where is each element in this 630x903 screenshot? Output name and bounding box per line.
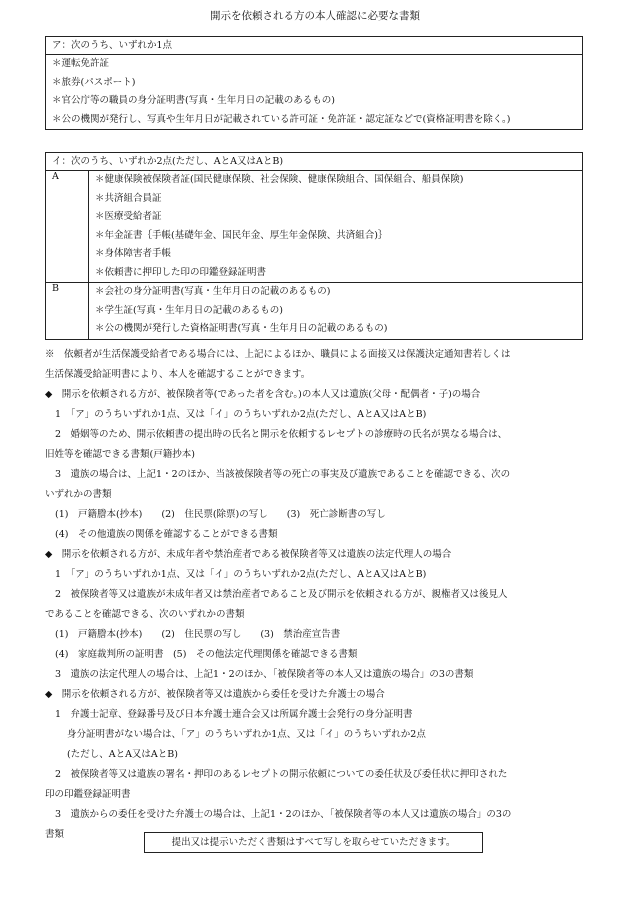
list-item: ＊医療受給者証 xyxy=(95,211,162,222)
list-item: ＊公の機関が発行した資格証明書(写真・生年月日の記載のあるもの) xyxy=(95,323,388,334)
rep-docs-row2: (4) 家庭裁判所の証明書 (5) その他法定代理関係を確認できる書類 xyxy=(55,649,358,660)
self-docs-row1: (1) 戸籍謄本(抄本) (2) 住民票(除票)の写し (3) 死亡診断書の写し xyxy=(55,509,386,520)
identity-docs-table-b xyxy=(45,152,583,340)
self-item-3: 3 遺族の場合は、上記1・2のほか、当該被保険者等の死亡の事実及び遺族であることを確認できる、次の xyxy=(55,469,511,480)
rep-item-2-cont: であることを確認できる、次のいずれかの書類 xyxy=(45,609,245,620)
section-heading-self-or-family: ◆ 開示を依頼される方が、被保険者等(であった者を含む。)の本人又は遺族(父母・配偶者・子)の場合 xyxy=(45,389,481,400)
group-a-label: A xyxy=(46,171,89,283)
rep-item-1: 1 「ア」のうちいずれか1点、又は「イ」のうちいずれか2点(ただし、AとA又はAとB) xyxy=(55,569,427,580)
list-item: ＊健康保険被保険者証(国民健康保険、社会保険、健康保険組合、国保組合、船員保険) xyxy=(95,174,464,185)
list-item: ＊共済組合員証 xyxy=(95,192,162,204)
list-item: ＊身体障害者手帳 xyxy=(95,248,172,259)
group-b-label: B xyxy=(46,283,89,340)
lawyer-item-1-cont2: (ただし、AとA又はAとB) xyxy=(67,749,178,760)
table-a-items xyxy=(46,55,583,130)
rep-item-2: 2 被保険者等又は遺族が未成年者又は禁治産者であること及び開示を依頼される方が、親権者又は後見人 xyxy=(55,589,508,600)
self-item-3-cont: いずれかの書類 xyxy=(45,489,112,500)
identity-docs-table-a xyxy=(45,36,583,130)
group-b-items xyxy=(89,283,583,340)
lawyer-item-1-cont1: 身分証明書がない場合は、「ア」のうちいずれか1点、又は「イ」のうちいずれか2点 xyxy=(67,729,426,740)
lawyer-item-3-cont: 書類 xyxy=(45,829,65,840)
table-b-header: イ：次のうち、いずれか2点(ただし、AとA又はAとB) xyxy=(46,153,583,171)
rep-item-3: 3 遺族の法定代理人の場合は、上記1・2のほか、「被保険者等の本人又は遺族の場合」の3の書類 xyxy=(55,669,474,680)
self-item-2-cont: 旧姓等を確認できる書類(戸籍抄本) xyxy=(45,449,195,460)
copy-notice-box: 提出又は提示いただく書類はすべて写しを取らせていただきます。 xyxy=(144,832,483,853)
table-a-header: ア：次のうち、いずれか1点 xyxy=(46,37,583,55)
note-welfare-line1: ※ 依頼者が生活保護受給者である場合には、上記によるほか、職員による面接又は保護決定通知書若しくは xyxy=(45,349,511,360)
section-heading-lawyer: ◆ 開示を依頼される方が、被保険者等又は遺族から委任を受けた弁護士の場合 xyxy=(45,689,385,700)
section-heading-legal-rep: ◆ 開示を依頼される方が、未成年者や禁治産者である被保険者等又は遺族の法定代理人の場合 xyxy=(45,549,452,560)
list-item: ＊旅券(パスポート) xyxy=(52,76,136,88)
list-item: ＊公の機関が発行し、写真や生年月日が記載されている許可証・免許証・認定証などで(資格証明書を除く。) xyxy=(52,113,511,125)
note-welfare-line2: 生活保護受給証明書により、本人を確認することができます。 xyxy=(45,369,311,380)
page-title: 開示を依頼される方の本人確認に必要な書類 xyxy=(210,10,420,22)
list-item: ＊学生証(写真・生年月日の記載のあるもの) xyxy=(95,304,283,316)
list-item: ＊年金証書｛手帳(基礎年金、国民年金、厚生年金保険、共済組合)｝ xyxy=(95,229,388,241)
lawyer-item-3: 3 遺族からの委任を受けた弁護士の場合は、上記1・2のほか、「被保険者等の本人又は遺族の場合」の3の xyxy=(55,809,512,820)
list-item: ＊会社の身分証明書(写真・生年月日の記載のあるもの) xyxy=(95,286,331,297)
rep-docs-row1: (1) 戸籍謄本(抄本) (2) 住民票の写し (3) 禁治産宣告書 xyxy=(55,629,341,640)
lawyer-item-2: 2 被保険者等又は遺族の署名・押印のあるレセプトの開示依頼についての委任状及び委任状に押印された xyxy=(55,769,508,780)
group-a-items xyxy=(89,171,583,283)
lawyer-item-2-cont: 印の印鑑登録証明書 xyxy=(45,789,131,800)
self-item-1: 1 「ア」のうちいずれか1点、又は「イ」のうちいずれか2点(ただし、AとA又はAとB) xyxy=(55,409,427,420)
list-item: ＊官公庁等の職員の身分証明書(写真・生年月日の記載のあるもの) xyxy=(52,95,335,106)
lawyer-item-1: 1 弁護士記章、登録番号及び日本弁護士連合会又は所属弁護士会発行の身分証明書 xyxy=(55,709,413,720)
self-docs-row2: (4) その他遺族の関係を確認することができる書類 xyxy=(55,529,278,540)
list-item: ＊運転免許証 xyxy=(52,58,110,69)
self-item-2: 2 婚姻等のため、開示依頼書の提出時の氏名と開示を依頼するレセプトの診療時の氏名が異なる場合は、 xyxy=(55,429,508,440)
list-item: ＊依頼書に押印した印の印鑑登録証明書 xyxy=(95,266,267,278)
